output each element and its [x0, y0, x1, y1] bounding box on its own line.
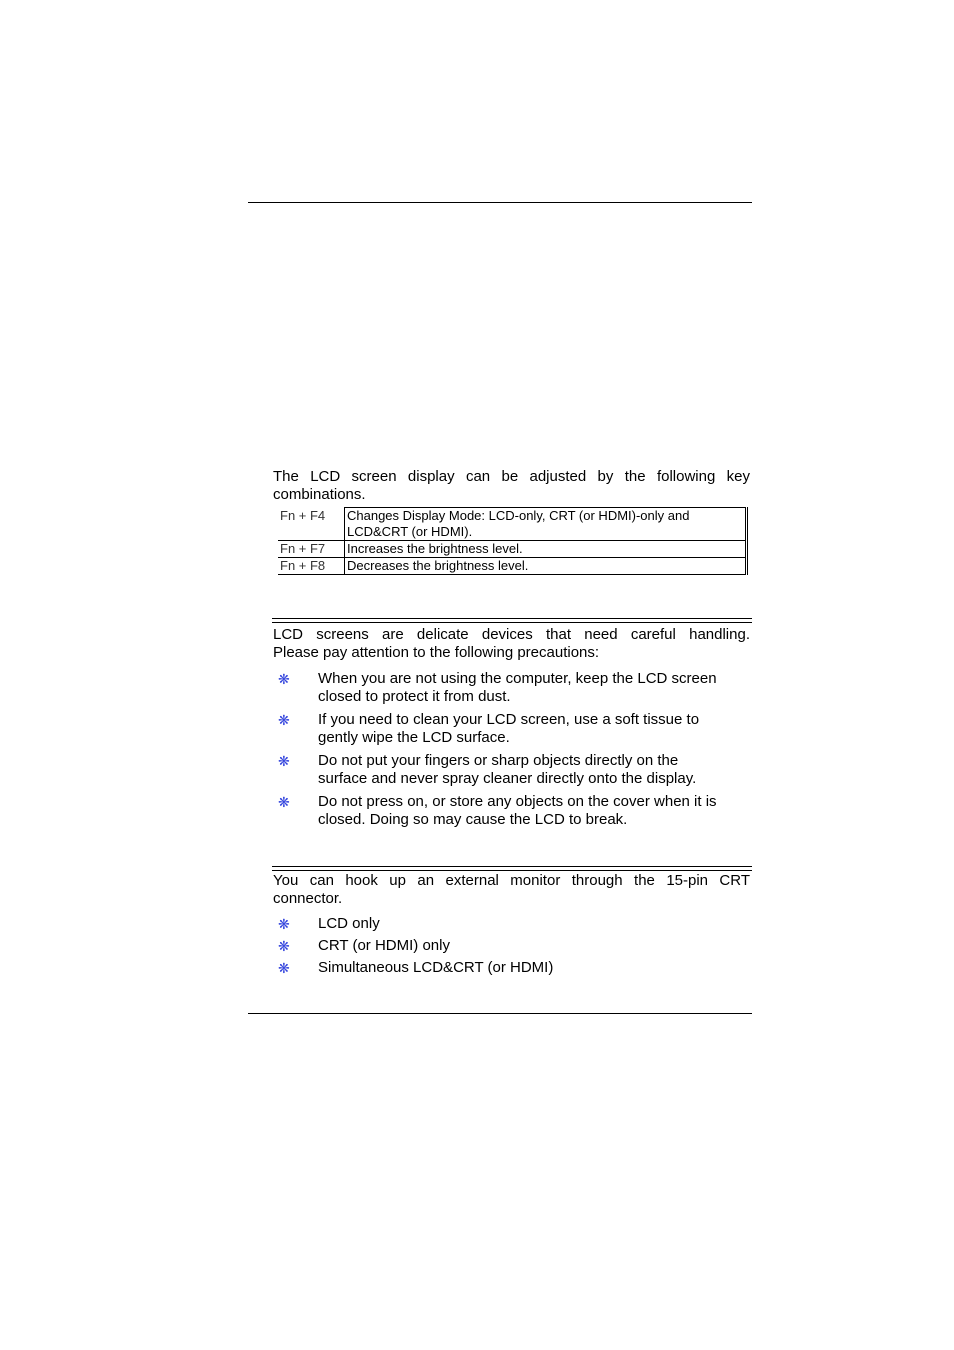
hotkey-cell: Fn + F8	[278, 558, 345, 575]
hotkey-desc: Decreases the brightness level.	[345, 558, 747, 575]
care-intro: LCD screens are delicate devices that need careful handling. Please pay attention to the following precautions:	[273, 626, 750, 661]
list-item: ❋ When you are not using the computer, keep the LCD screen closed to protect it from dust.	[278, 670, 717, 705]
section-divider	[272, 866, 752, 871]
snowflake-bullet-icon: ❋	[278, 671, 290, 687]
hotkey-cell: Fn + F4	[278, 508, 345, 541]
snowflake-bullet-icon: ❋	[278, 712, 290, 728]
header-rule	[248, 202, 752, 203]
table-row	[278, 541, 747, 558]
list-item: ❋ If you need to clean your LCD screen, use a soft tissue to gently wipe the LCD surface.	[278, 711, 700, 746]
list-item: ❋ Simultaneous LCD&CRT (or HDMI)	[278, 959, 554, 976]
table-row	[278, 508, 747, 541]
snowflake-bullet-icon: ❋	[278, 794, 290, 810]
snowflake-bullet-icon: ❋	[278, 753, 290, 769]
snowflake-bullet-icon: ❋	[278, 960, 290, 976]
hotkey-table	[278, 507, 748, 575]
list-item: ❋ LCD only	[278, 915, 380, 932]
hotkey-desc: Changes Display Mode: LCD-only, CRT (or HDMI)-only and LCD&CRT (or HDMI).	[345, 508, 747, 541]
snowflake-bullet-icon: ❋	[278, 938, 290, 954]
hotkey-desc: Increases the brightness level.	[345, 541, 747, 558]
list-item: ❋ Do not put your fingers or sharp objects directly on the surface and never spray cleaner directly onto the display.	[278, 752, 697, 787]
snowflake-bullet-icon: ❋	[278, 916, 290, 932]
footer-rule	[248, 1013, 752, 1014]
monitor-intro: You can hook up an external monitor through the 15-pin CRT connector.	[273, 872, 750, 907]
care-list	[278, 670, 750, 829]
section-divider	[272, 618, 752, 623]
table-row	[278, 558, 747, 575]
list-item: ❋ CRT (or HDMI) only	[278, 937, 450, 954]
list-item: ❋ Do not press on, or store any objects on the cover when it is closed. Doing so may cause the LCD to break.	[278, 793, 717, 828]
hotkey-cell: Fn + F7	[278, 541, 345, 558]
display-mode-list	[278, 915, 750, 977]
display-intro: The LCD screen display can be adjusted by the following key combinations.	[273, 468, 750, 503]
